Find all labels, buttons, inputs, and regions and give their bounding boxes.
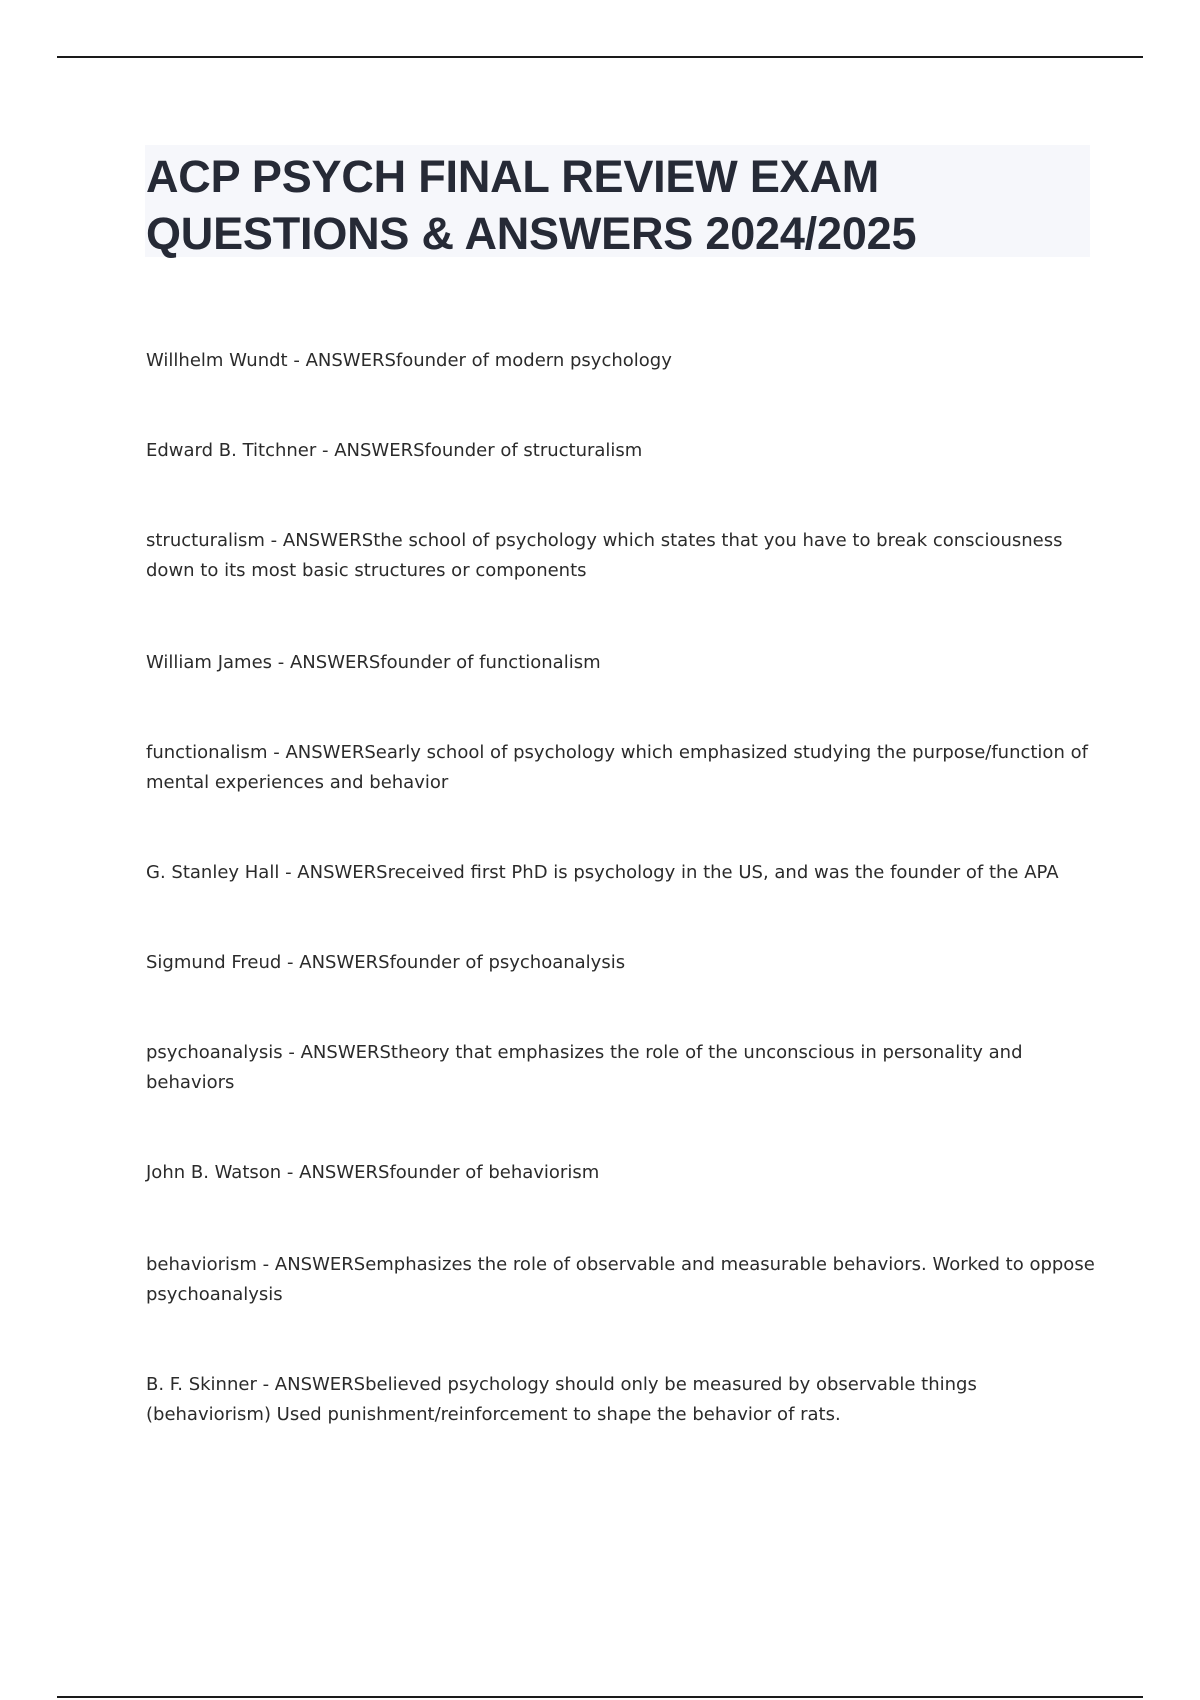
qa-entry [146,1038,1106,1098]
entry-definition: emphasizes the role of observable and measurable behaviors. Worked to oppose psychoanalysis [146,1254,1095,1305]
entry-separator: - [267,742,286,763]
answer-marker: ANSWERS [299,1162,390,1183]
qa-entry [146,948,1106,978]
entry-definition: founder of psychoanalysis [389,952,626,973]
entry-definition: founder of modern psychology [395,350,672,371]
answer-marker: ANSWERS [289,652,381,673]
entry-term: functionalism [146,742,268,763]
entry-term: structuralism [146,530,265,551]
entry-separator: - [279,862,298,883]
entry-term: behaviorism [146,1254,257,1275]
answer-marker: ANSWERS [297,862,388,883]
bottom-rule [57,1696,1143,1698]
top-rule [57,56,1143,58]
entry-separator: - [316,440,335,461]
entry-definition: founder of behaviorism [389,1162,600,1183]
qa-entry [146,436,1106,466]
qa-entry [146,858,1106,888]
qa-entry [146,1158,1106,1188]
qa-entry [146,346,1106,376]
document-title: ACP PSYCH FINAL REVIEW EXAM QUESTIONS & ANSWERS 2024/2025 [146,151,917,259]
entry-term: Sigmund Freud [146,952,282,973]
qa-entry [146,1250,1106,1310]
entry-term: Edward B. Titchner [146,440,317,461]
entry-term: psychoanalysis [146,1042,283,1063]
entry-separator: - [282,1042,301,1063]
entry-definition: received first PhD is psychology in the US, and was the founder of the APA [387,862,1059,883]
answer-marker: ANSWERS [300,1042,391,1063]
answer-marker: ANSWERS [285,742,376,763]
entry-separator: - [256,1374,275,1395]
entry-term: John B. Watson [146,1162,282,1183]
entry-definition: founder of functionalism [380,652,601,673]
answer-marker: ANSWERS [274,1374,366,1395]
entry-separator: - [256,1254,275,1275]
entry-definition: the school of psychology which states that you have to break consciousness down to its most basic structures or components [146,530,1063,581]
entry-term: William James [146,652,273,673]
title-block [145,145,1090,257]
answer-marker: ANSWERS [274,1254,366,1275]
entry-separator: - [287,350,306,371]
qa-entry [146,1370,1106,1430]
answer-marker: ANSWERS [334,440,425,461]
entry-term: B. F. Skinner [146,1374,257,1395]
answer-marker: ANSWERS [299,952,390,973]
entry-term: Willhelm Wundt [146,350,288,371]
answer-marker: ANSWERS [305,350,396,371]
qa-entry [146,738,1106,798]
entry-separator: - [281,1162,300,1183]
qa-entry [146,648,1106,678]
entry-separator: - [264,530,283,551]
entry-separator: - [281,952,300,973]
answer-marker: ANSWERS [282,530,374,551]
entry-definition: theory that emphasizes the role of the unconscious in personality and behaviors [146,1042,1023,1093]
entry-definition: founder of structuralism [424,440,643,461]
entry-separator: - [272,652,290,673]
entry-definition: early school of psychology which emphasized studying the purpose/function of mental experiences and behavior [146,742,1088,793]
qa-entry [146,526,1106,586]
entry-term: G. Stanley Hall [146,862,280,883]
entry-definition: believed psychology should only be measured by observable things (behaviorism) Used punishment/reinforcement to shape the behavior of rats. [146,1374,977,1425]
